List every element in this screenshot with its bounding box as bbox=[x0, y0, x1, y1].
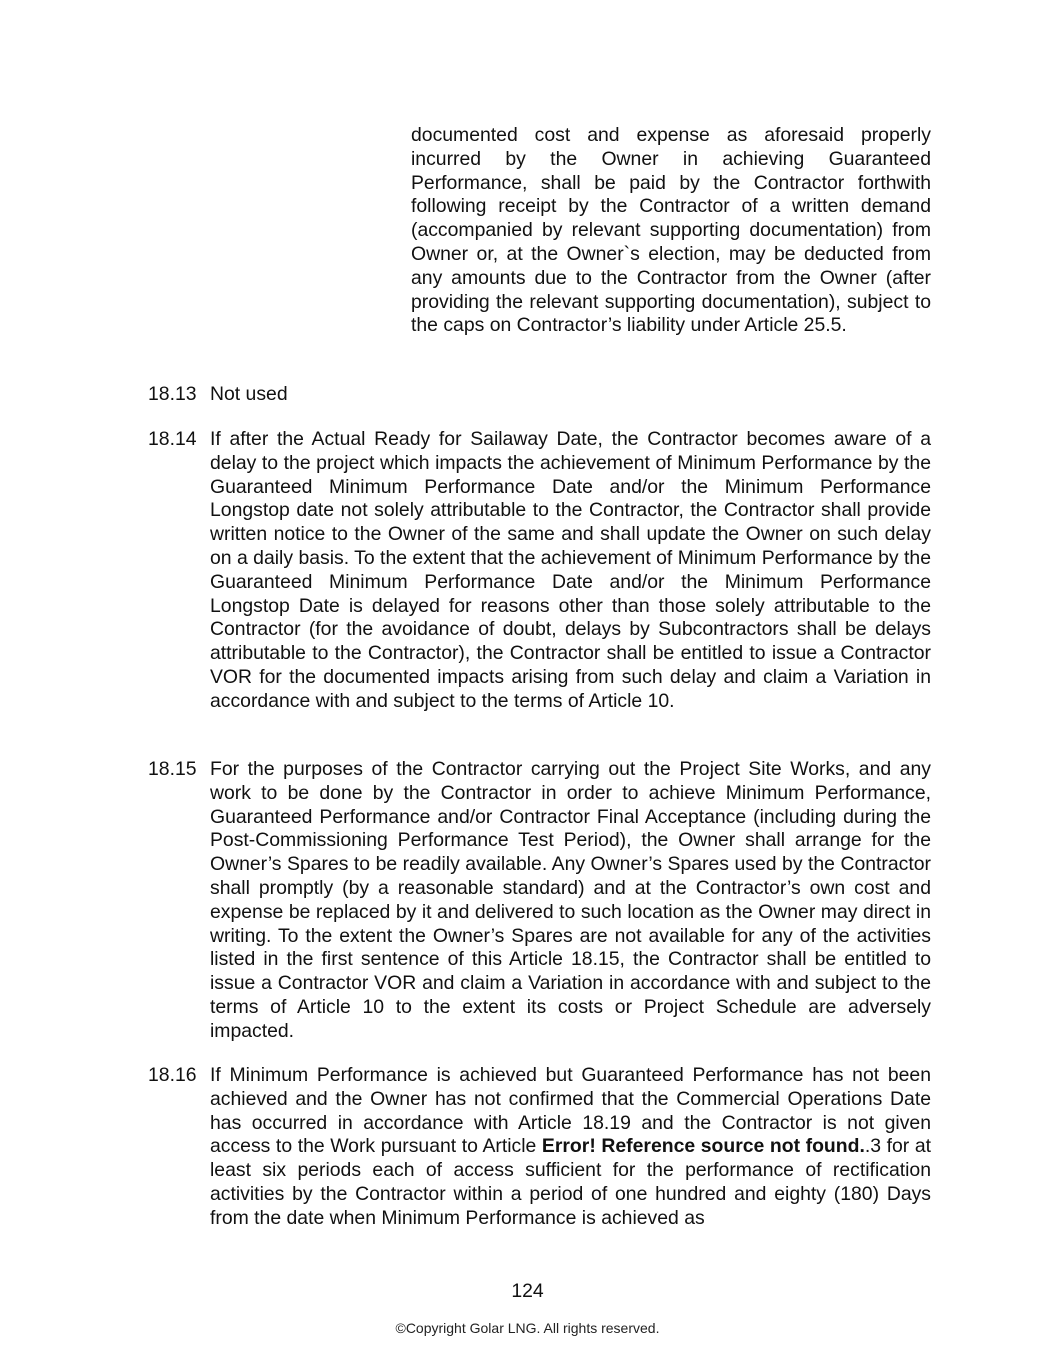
clause-18-15 bbox=[148, 758, 931, 1044]
clause-number: 18.14 bbox=[148, 428, 197, 450]
clause-text-before: If Minimum Performance is achieved but Guaranteed Performance has not been achieved and the Owner has not confirmed that the Commercial Operations Date has occurred in accordance with Article 18.19 and the Contractor is not given access to the Work pursuant to Article bbox=[210, 1064, 931, 1158]
continuation-paragraph: documented cost and expense as aforesaid properly incurred by the Owner in achieving Guaranteed Performance, shall be paid by the Contractor forthwith following receipt by the Contractor of a written demand (accompanied by relevant supporting documentation) from Owner or, at the Owner`s election, may be deducted from any amounts due to the Contractor from the Owner (after providing the relevant supporting documentation), subject to the caps on Contractor’s liability under Article 25.5. bbox=[411, 124, 931, 337]
clause-text bbox=[210, 1064, 931, 1231]
error-reference-text: Error! Reference source not found. bbox=[541, 1135, 865, 1158]
clause-text: Not used bbox=[210, 383, 288, 405]
clause-number: 18.13 bbox=[148, 383, 197, 405]
page-number: 124 bbox=[511, 1280, 544, 1302]
clause-18-16 bbox=[148, 1064, 931, 1231]
clause-18-14 bbox=[148, 428, 931, 714]
clause-text: If after the Actual Ready for Sailaway Date, the Contractor becomes aware of a delay to the project which impacts the achievement of Minimum Performance by the Guaranteed Minimum Performance Date and/or the Minimum Performance Longstop date not solely attributable to the Contractor, the Contractor shall provide written notice to the Owner of the same and shall update the Owner on such delay on a daily basis. To the extent that the achievement of Minimum Performance by the Guaranteed Minimum Performance Date and/or the Minimum Performance Longstop Date is delayed for reasons other than those solely attributable to the Contractor (for the avoidance of doubt, delays by Subcontractors shall be delays attributable to the Contractor), the Contractor shall be entitled to issue a Contractor VOR for the documented impacts arising from such delay and claim a Variation in accordance with and subject to the terms of Article 10. bbox=[210, 428, 931, 712]
clause-number: 18.16 bbox=[148, 1064, 197, 1086]
clause-18-13 bbox=[148, 383, 931, 407]
clause-text-after: .3 for at least six periods each of access sufficient for the performance of rectification activities by the Contractor within a period of one hundred and eighty (180) Days from the date when Minimum Performance is achieved as bbox=[210, 1135, 932, 1229]
clause-text: For the purposes of the Contractor carrying out the Project Site Works, and any work to be done by the Contractor in order to achieve Minimum Performance, Guaranteed Performance and/or Contractor Final Acceptance (including during the Post-Commissioning Performance Test Period), the Owner shall arrange for the Owner’s Spares to be readily available. Any Owner’s Spares used by the Contractor shall promptly (by a reasonable standard) and at the Contractor’s own cost and expense be replaced by it and delivered to such location as the Owner may direct in writing. To the extent the Owner’s Spares are not available for any of the activities listed in the first sentence of this Article 18.15, the Contractor shall be entitled to issue a Contractor VOR and claim a Variation in accordance with and subject to the terms of Article 10 to the extent its costs or Project Schedule are adversely impacted. bbox=[210, 758, 931, 1042]
copyright-footer: ©Copyright Golar LNG. All rights reserved. bbox=[395, 1320, 660, 1336]
clause-number: 18.15 bbox=[148, 758, 197, 780]
